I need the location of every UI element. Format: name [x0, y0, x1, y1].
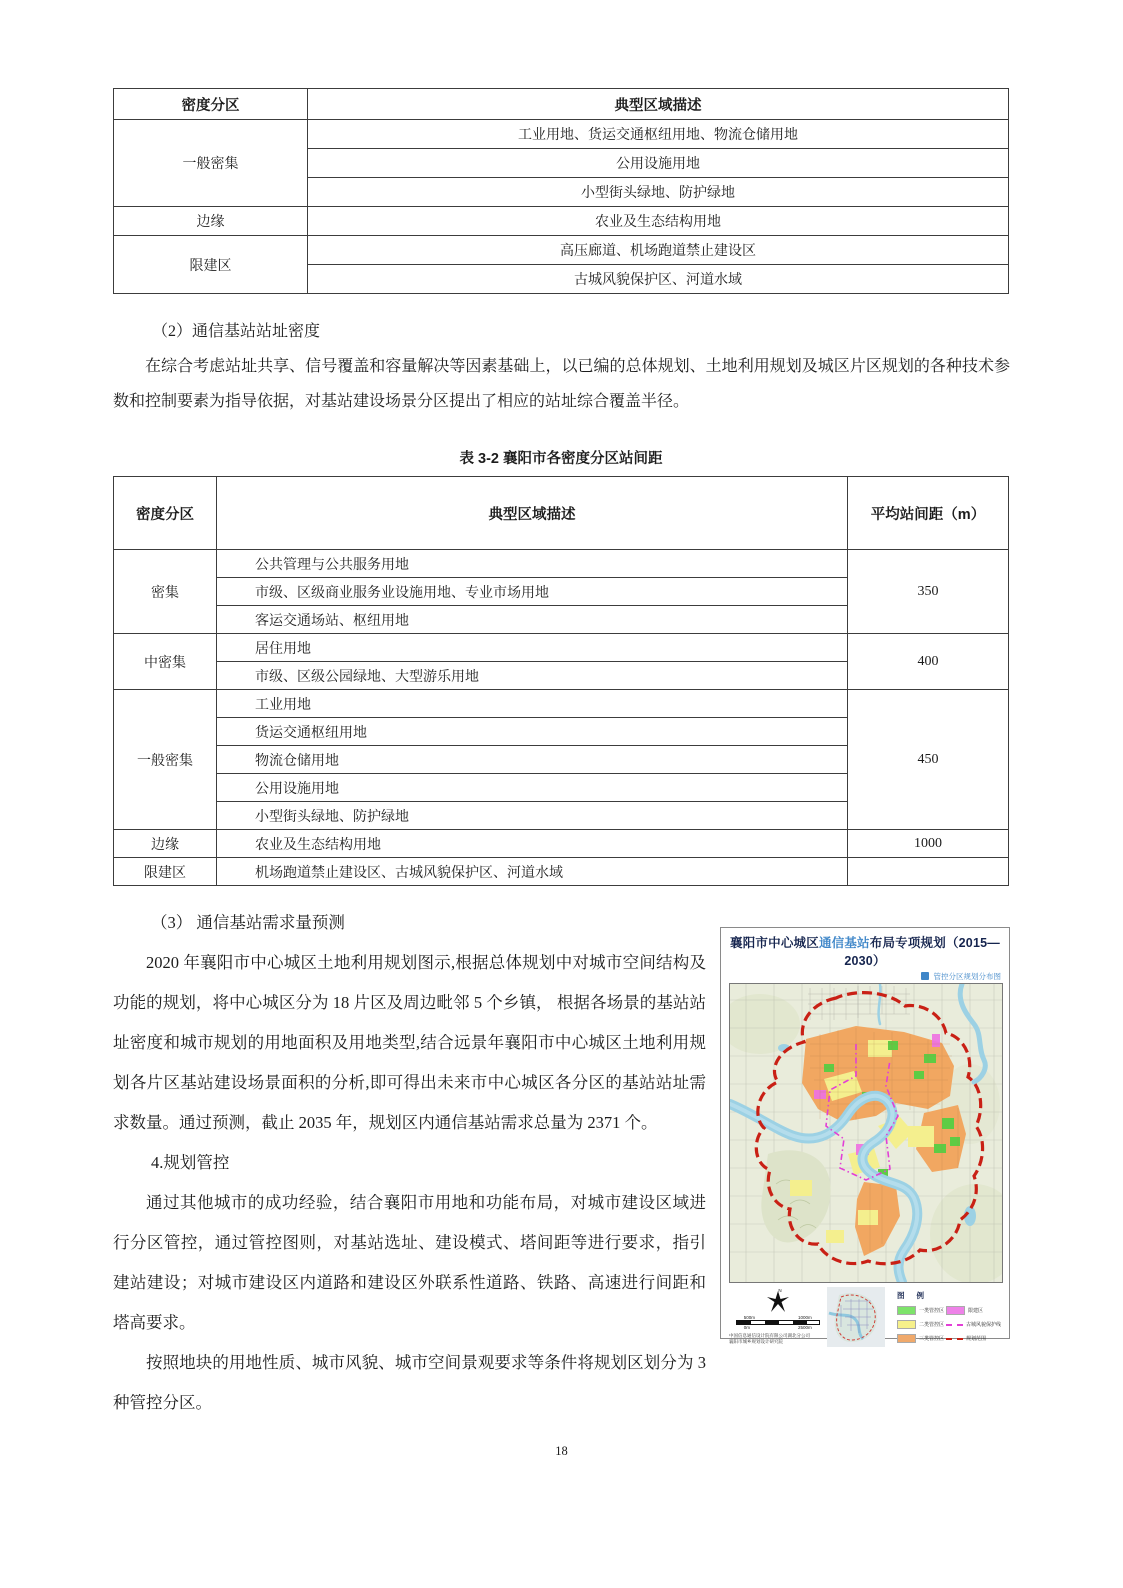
inset-map-block	[827, 1287, 887, 1349]
credit-line: 襄阳市城乡规划设计研究院	[729, 1338, 783, 1344]
desc-cell: 市级、区级商业服务业设施用地、专业市场用地	[217, 578, 848, 606]
spacing-cell: 350	[848, 550, 1009, 634]
legend-item	[897, 1320, 944, 1329]
legend-label: 二类管控区	[918, 1322, 944, 1328]
zone-header-cell: 密度分区	[114, 89, 308, 120]
spacing-cell: 450	[848, 690, 1009, 830]
density-zone-table	[113, 88, 1009, 294]
credit-line: 中国信息通信设计院有限公司湖北分公司	[729, 1333, 810, 1338]
desc-cell: 公用设施用地	[308, 149, 1009, 178]
main-map	[729, 983, 1003, 1283]
map-sheet-icon	[921, 972, 929, 980]
desc-cell: 公共管理与公共服务用地	[217, 550, 848, 578]
station-spacing-table	[113, 476, 1009, 886]
page-number: 18	[555, 1444, 568, 1458]
legend-swatch	[897, 1334, 916, 1343]
scale-bar	[736, 1315, 820, 1330]
desc-cell: 小型街头绿地、防护绿地	[217, 802, 848, 830]
desc-cell: 古城风貌保护区、河道水域	[308, 265, 1009, 294]
map-title	[729, 933, 1001, 969]
table-row	[114, 690, 1009, 718]
map-footer	[729, 1287, 1001, 1349]
desc-cell: 市级、区级公园绿地、大型游乐用地	[217, 662, 848, 690]
legend-item	[897, 1334, 944, 1343]
table-row	[114, 634, 1009, 662]
zone-cell: 一般密集	[114, 690, 217, 830]
desc-cell: 公用设施用地	[217, 774, 848, 802]
section-heading: 4.规划管控	[151, 1153, 230, 1172]
zone-cell: 密集	[114, 550, 217, 634]
legend-label: 一类管控区	[918, 1308, 944, 1314]
scale-label: 0m	[743, 1325, 751, 1330]
table-row	[114, 207, 1009, 236]
desc-cell: 高压廊道、机场跑道禁止建设区	[308, 236, 1009, 265]
section-heading: （3） 通信基站需求量预测	[151, 913, 345, 932]
desc-cell: 农业及生态结构用地	[217, 830, 848, 858]
legend-title: 图 例	[896, 1291, 930, 1300]
north-arrow-icon	[763, 1287, 793, 1315]
compass-scale-block	[729, 1287, 827, 1349]
spacing-cell: 400	[848, 634, 1009, 690]
zone-cell: 限建区	[114, 236, 308, 294]
table-row	[114, 858, 1009, 886]
desc-cell: 机场跑道禁止建设区、古城风貌保护区、河道水域	[217, 858, 848, 886]
legend-label: 三类管控区	[918, 1336, 944, 1342]
paragraph: 按照地块的用地性质、城市风貌、城市空间景观要求等条件将规划区划分为 3 种管控分区。	[113, 1353, 706, 1412]
table-row	[114, 236, 1009, 265]
zone-cell: 边缘	[114, 207, 308, 236]
legend-swatch	[897, 1306, 916, 1315]
section-base-station-density	[113, 314, 1010, 419]
legend-line-swatch	[946, 1324, 963, 1326]
map-subtitle-label: 管控分区规划分布图	[933, 972, 1001, 981]
scale-label: 2500m	[797, 1325, 812, 1330]
legend-label: 古城风貌保护线	[965, 1322, 1001, 1328]
legend-item	[897, 1306, 944, 1315]
table-header-row	[114, 477, 1009, 550]
desc-cell: 小型街头绿地、防护绿地	[308, 178, 1009, 207]
section-demand-forecast	[113, 903, 1010, 1423]
section-heading: （2）通信基站站址密度	[152, 323, 321, 340]
legend-swatch	[897, 1320, 916, 1329]
legend-item	[946, 1320, 1001, 1329]
table-row	[114, 830, 1009, 858]
legend-label: 限建区	[967, 1308, 983, 1314]
table-caption: 表 3-2 襄阳市各密度分区站间距	[459, 451, 663, 467]
map-credits	[729, 1333, 827, 1344]
zone-cell: 边缘	[114, 830, 217, 858]
table-header-row	[114, 89, 1009, 120]
spacing-cell: 1000	[848, 830, 1009, 858]
paragraph: 在综合考虑站址共享、信号覆盖和容量解决等因素基础上，以已编的总体规划、土地利用规划及城区片区规划的各种技术参数和控制要素为指导依据，对基站建设场景分区提出了相应的站址综合覆盖半径。	[113, 358, 1010, 410]
zone-header-cell: 密度分区	[114, 477, 217, 550]
desc-cell: 物流仓储用地	[217, 746, 848, 774]
paragraph: 2020 年襄阳市中心城区土地利用规划图示,根据总体规划中对城市空间结构及功能的规划，将中心城区分为 18 片区及周边毗邻 5 个乡镇， 根据各场景的基站站址密度和城市规划的用地面积及用地类型,结合远景年襄阳市中心城区土地利用规划各片区基站建设场景面积的分析,即可得出未来市中心城区各分区的基站站址需求数量。通过预测，截止 2035 年，规划区内通信基站需求总量为 2371 个。	[113, 953, 706, 1132]
desc-cell: 工业用地、货运交通枢纽用地、物流仓储用地	[308, 120, 1009, 149]
desc-header-cell: 典型区域描述	[308, 89, 1009, 120]
spacing-cell	[848, 858, 1009, 886]
spacing-header-cell: 平均站间距（m）	[848, 477, 1009, 550]
map-title-highlight: 通信基站	[818, 936, 870, 950]
legend-swatch	[946, 1306, 965, 1315]
map-legend	[887, 1287, 1001, 1349]
legend-item	[946, 1306, 1001, 1315]
legend-item	[946, 1334, 1001, 1343]
desc-header-cell: 典型区域描述	[217, 477, 848, 550]
desc-cell: 货运交通枢纽用地	[217, 718, 848, 746]
desc-cell: 工业用地	[217, 690, 848, 718]
north-label: N	[778, 1288, 782, 1293]
map-title-suffix: 布局专项规划（2015—2030）	[844, 936, 1000, 968]
legend-line-swatch	[946, 1338, 963, 1340]
planning-map-figure	[720, 927, 1010, 1344]
table-row	[114, 550, 1009, 578]
map-subtitle	[729, 971, 1001, 981]
scale-label: 500m	[743, 1315, 756, 1320]
zone-cell: 限建区	[114, 858, 217, 886]
scale-label: 1000m	[797, 1315, 812, 1320]
legend-label: 规划范围	[965, 1336, 986, 1342]
zone-cell: 中密集	[114, 634, 217, 690]
map-title-prefix: 襄阳市中心城区	[730, 936, 819, 950]
inset-map	[827, 1287, 885, 1347]
desc-cell: 居住用地	[217, 634, 848, 662]
desc-cell: 农业及生态结构用地	[308, 207, 1009, 236]
table-row	[114, 120, 1009, 149]
zone-cell: 一般密集	[114, 120, 308, 207]
paragraph: 通过其他城市的成功经验，结合襄阳市用地和功能布局，对城市建设区域进行分区管控，通过管控图则，对基站选址、建设模式、塔间距等进行要求，指引建站建设；对城市建设区内道路和建设区外联系性道路、铁路、高速进行间距和塔高要求。	[113, 1193, 706, 1332]
desc-cell: 客运交通场站、枢纽用地	[217, 606, 848, 634]
